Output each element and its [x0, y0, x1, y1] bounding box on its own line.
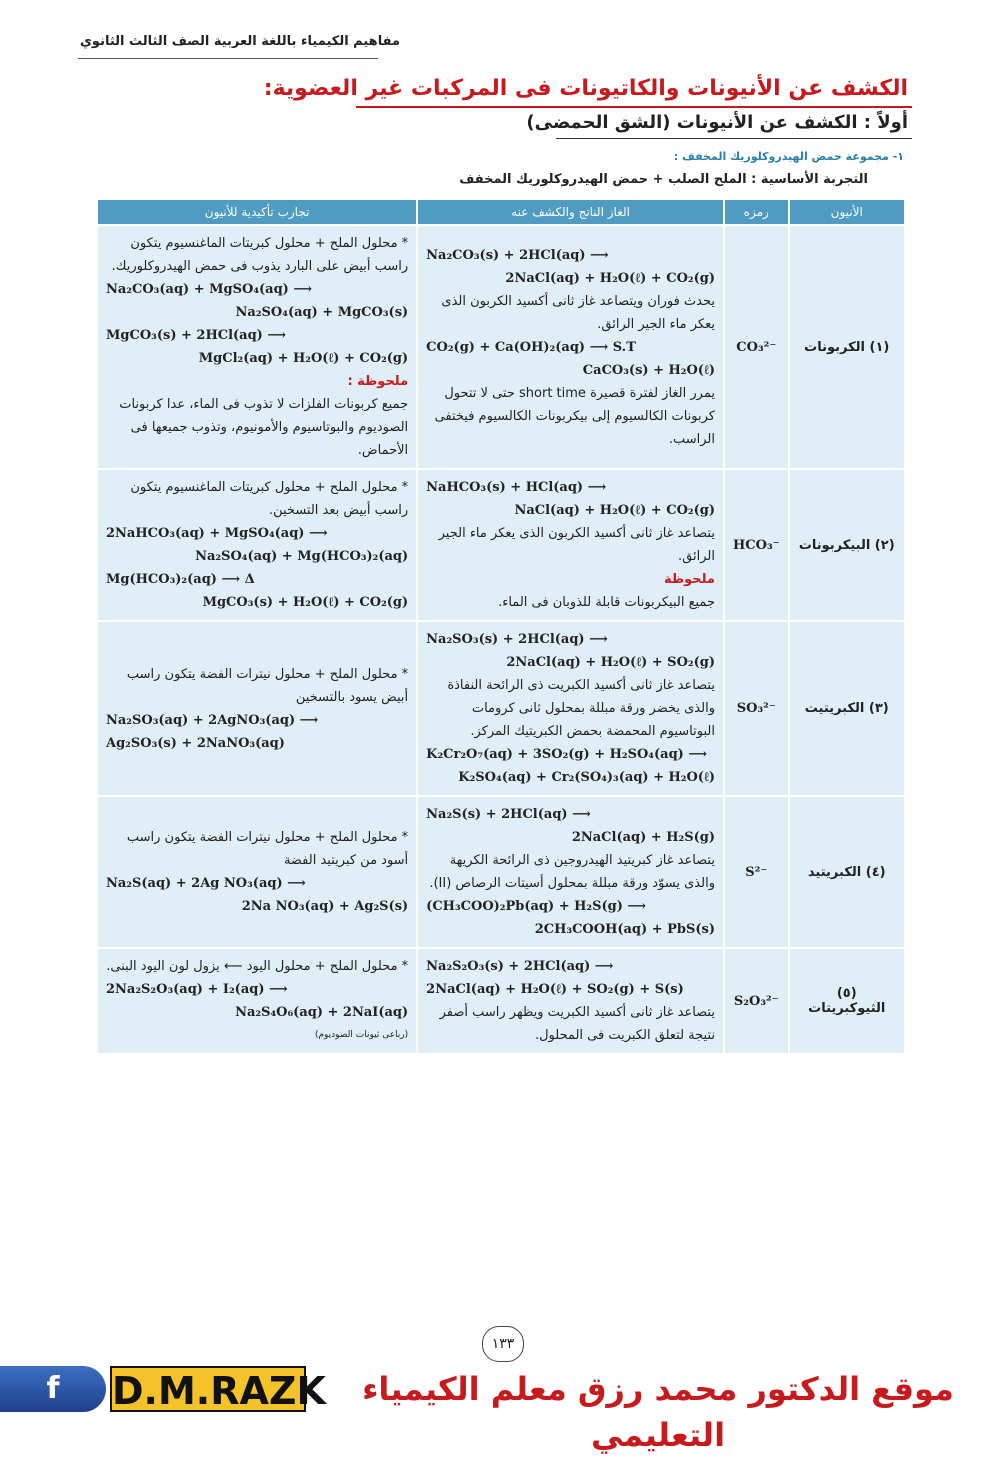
confirmatory-tests-cell	[98, 226, 416, 468]
description-text: * محلول الملح + محلول كبريتات الماغنسيوم يتكون راسب أبيض بعد التسخين.	[130, 480, 409, 518]
anions-table-wrapper	[96, 198, 906, 1055]
chemical-equation: 2NaCl(aq) + H₂S(g)	[571, 830, 715, 845]
confirmatory-tests-cell	[98, 949, 416, 1053]
chemical-equation: Na₂SO₄(aq) + MgCO₃(s)	[235, 305, 409, 320]
chemical-equation: NaHCO₃(s) + HCl(aq) ⟶	[426, 480, 607, 495]
header-anion: الأنيون	[790, 200, 905, 224]
header-title: مفاهيم الكيمياء باللغة العربية الصف الثالث الثانوي	[80, 34, 400, 49]
group-title: ١- مجموعة حمض الهيدروكلوريك المخفف :	[673, 150, 904, 163]
header-confirm: تجارب تأكيدية للأنيون	[98, 200, 416, 224]
site-logo: D.M.RAZK	[110, 1366, 306, 1412]
basic-experiment: التجربة الأساسية : الملح الصلب + حمض الهيدروكلوريك المخفف	[459, 172, 868, 187]
chemical-equation: 2NaHCO₃(aq) + MgSO₄(aq) ⟶	[106, 526, 328, 541]
chemical-equation: MgCl₂(aq) + H₂O(ℓ) + CO₂(g)	[198, 351, 409, 366]
chemical-equation: 2NaCl(aq) + H₂O(ℓ) + SO₂(g) + S(s)	[426, 982, 684, 997]
chemical-equation: Na₂CO₃(aq) + MgSO₄(aq) ⟶	[106, 282, 312, 297]
description-text: * محلول الملح + محلول اليود ⟵ يزول لون اليود البنى.	[106, 959, 409, 974]
chemical-equation: 2NaCl(aq) + H₂O(ℓ) + SO₂(g)	[506, 655, 715, 670]
description-text: جميع كربونات الفلزات لا تذوب فى الماء، عدا كربونات الصوديوم والبوتاسيوم والأمونيوم، وتذوب جميعها فى الأحماض.	[119, 397, 409, 458]
header-symbol: رمزه	[725, 200, 788, 224]
chemical-equation: Na₂S(aq) + 2Ag NO₃(aq) ⟶	[106, 876, 306, 891]
anions-table	[96, 198, 906, 1055]
site-name: موقع الدكتور محمد رزق معلم الكيمياء التعليمي	[362, 1370, 954, 1454]
chemical-equation: 2Na₂S₂O₃(aq) + I₂(aq) ⟶	[106, 982, 288, 997]
gas-detection-cell	[418, 797, 723, 947]
chemical-equation: CaCO₃(s) + H₂O(ℓ)	[582, 362, 715, 378]
description-text: يحدث فوران ويتصاعد غاز ثانى أكسيد الكربون الذى يعكر ماء الجير الرائق.	[441, 293, 715, 332]
description-text: * محلول الملح + محلول نيترات الفضة يتكون راسب أبيض يسود بالتسخين	[126, 666, 409, 705]
page-number: ١٣٣	[482, 1326, 524, 1362]
table-header-row	[98, 200, 904, 224]
table-row	[98, 226, 904, 468]
chemical-equation: 2Na NO₃(aq) + Ag₂S(s)	[241, 899, 409, 914]
gas-detection-cell	[418, 226, 723, 468]
anion-name: (٥) الثيوكبريتات	[790, 949, 905, 1053]
chemical-equation: MgCO₃(s) + H₂O(ℓ) + CO₂(g)	[202, 595, 409, 610]
chemical-equation: Na₂SO₃(s) + 2HCl(aq) ⟶	[426, 632, 608, 647]
confirmatory-tests-cell	[98, 622, 416, 795]
anion-name: (٢) البيكربونات	[790, 470, 905, 620]
anion-name: (٤) الكبريتيد	[790, 797, 905, 947]
description-text: يتصاعد غاز ثانى أكسيد الكبريت ويظهر راسب أصفر نتيجة لتعلق الكبريت فى المحلول.	[439, 1005, 715, 1043]
chemical-equation: CO₂(g) + Ca(OH)₂(aq) ⟶ S.T	[426, 339, 636, 355]
description-text: جميع البيكربونات قابلة للذوبان فى الماء.	[498, 595, 715, 610]
chemical-equation: 2NaCl(aq) + H₂O(ℓ) + CO₂(g)	[505, 270, 715, 286]
anion-name: (٣) الكبريتيت	[790, 622, 905, 795]
chemical-equation: K₂SO₄(aq) + Cr₂(SO₄)₃(aq) + H₂O(ℓ)	[458, 770, 715, 785]
chemical-equation: Mg(HCO₃)₂(aq) ⟶ Δ	[106, 572, 255, 587]
anion-symbol: HCO₃⁻	[725, 470, 788, 620]
anion-symbol: S²⁻	[725, 797, 788, 947]
chemical-equation: (CH₃COO)₂Pb(aq) + H₂S(g) ⟶	[426, 899, 647, 914]
chemical-equation: Ag₂SO₃(s) + 2NaNO₃(aq)	[106, 735, 285, 751]
description-text: يتصاعد غاز كبريتيد الهيدروجين ذى الرائحة الكريهة والذى يسوّد ورقة مبللة بمحلول أسيتات الرصاص (II).	[429, 853, 715, 891]
description-text: * محلول الملح + محلول كبريتات الماغنسيوم يتكون راسب أبيض على البارد يذوب فى حمض الهيدروكلوريك.	[111, 236, 409, 274]
confirmatory-tests-cell	[98, 797, 416, 947]
table-row	[98, 949, 904, 1053]
table-row	[98, 797, 904, 947]
chemical-equation: Na₂CO₃(s) + 2HCl(aq) ⟶	[426, 247, 609, 263]
chemical-equation: Na₂SO₃(aq) + 2AgNO₃(aq) ⟶	[106, 712, 319, 728]
description-text: يتصاعد غاز ثانى أكسيد الكبريت ذى الرائحة النفاذة والذى يخضر ورقة مبللة بمحلول ثانى كرومات البوتاسيوم المحمضة بحمض الكبريتيك المركز.	[447, 678, 715, 739]
facebook-icon[interactable]: f	[0, 1366, 106, 1412]
chemical-equation: MgCO₃(s) + 2HCl(aq) ⟶	[106, 328, 287, 343]
table-row	[98, 470, 904, 620]
header-divider	[78, 58, 378, 59]
section-title: أولاً : الكشف عن الأنيونات (الشق الحمضى)	[526, 112, 908, 133]
chemical-equation: NaCl(aq) + H₂O(ℓ) + CO₂(g)	[514, 503, 715, 518]
note-label: ملحوظة :	[347, 374, 409, 389]
main-title: الكشف عن الأنيونات والكاتيونات فى المركبات غير العضوية:	[263, 76, 908, 101]
gas-detection-cell	[418, 949, 723, 1053]
description-text: يتصاعد غاز ثانى أكسيد الكربون الذى يعكر ماء الجير الرائق.	[438, 526, 715, 564]
description-text: * محلول الملح + محلول نيترات الفضة يتكون راسب أسود من كبريتيد الفضة	[126, 830, 409, 868]
gas-detection-cell	[418, 622, 723, 795]
chemical-equation: Na₂S(s) + 2HCl(aq) ⟶	[426, 807, 591, 822]
chemical-equation: Na₂S₂O₃(s) + 2HCl(aq) ⟶	[426, 959, 614, 974]
confirmatory-tests-cell	[98, 470, 416, 620]
table-body	[98, 226, 904, 1053]
main-title-underline	[356, 106, 912, 108]
table-row	[98, 622, 904, 795]
annotation-text: (رباعى ثيونات الصوديوم)	[314, 1030, 409, 1040]
anion-symbol: CO₃²⁻	[725, 226, 788, 468]
chemical-equation: Na₂SO₄(aq) + Mg(HCO₃)₂(aq)	[195, 549, 409, 564]
chemical-equation: 2CH₃COOH(aq) + PbS(s)	[534, 922, 715, 937]
anion-name: (١) الكربونات	[790, 226, 905, 468]
chemical-equation: K₂Cr₂O₇(aq) + 3SO₂(g) + H₂SO₄(aq) ⟶	[426, 747, 707, 762]
note-label: ملحوظة	[663, 572, 715, 587]
anion-symbol: SO₃²⁻	[725, 622, 788, 795]
section-title-underline	[556, 138, 912, 139]
gas-detection-cell	[418, 470, 723, 620]
anion-symbol: S₂O₃²⁻	[725, 949, 788, 1053]
header-gas: الغاز الناتج والكشف عنه	[418, 200, 723, 224]
description-text: يمرر الغاز لفترة قصيرة short time حتى لا تتحول كربونات الكالسيوم إلى بيكربونات الكالسيوم فيختفى الراسب.	[434, 385, 715, 447]
chemical-equation: Na₂S₄O₆(aq) + 2NaI(aq)	[235, 1005, 409, 1020]
